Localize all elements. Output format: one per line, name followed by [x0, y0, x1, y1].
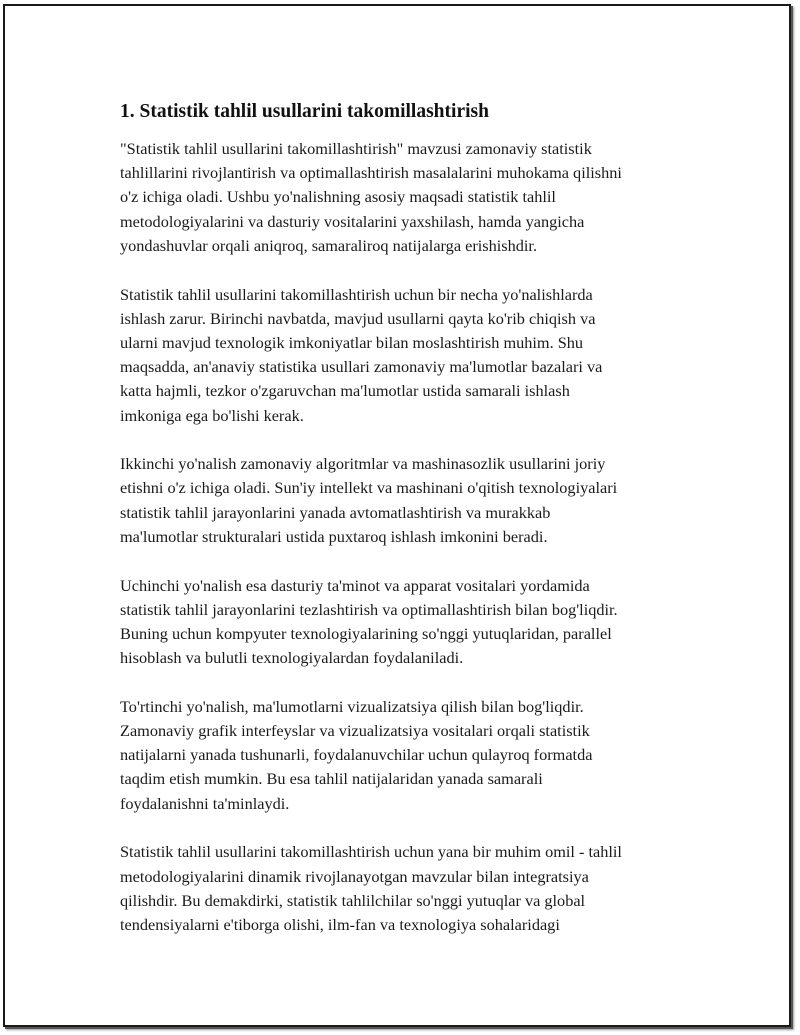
paragraph-6: Statistik tahlil usullarini takomillashtirish uchun yana bir muhim omil - tahlil metodologiyalarini dinamik rivojlanayotgan mavzular bilan integratsiya qilishdir. Bu demakdirki, statistik tahlilchilar so'nggi yutuqlar va global tendensiyalarni e'tiborga olishi, ilm-fan va texnologiya sohalaridagi — [120, 842, 622, 934]
paragraph-5: To'rtinchi yo'nalish, ma'lumotlarni vizualizatsiya qilish bilan bog'liqdir. Zamonaviy grafik interfeyslar va vizualizatsiya vositalari orqali statistik natijalarni yanada tushunarli, foydalanuvchilar uchun qulayroq formatda taqdim etish mumkin. Bu esa tahlil natijalaridan yanada samarali foydalanishni ta'minlaydi. — [120, 696, 593, 813]
paragraph-1: "Statistik tahlil usullarini takomillashtirish" mavzusi zamonaviy statistik tahlillarini rivojlantirish va optimallashtirish masalalarini muhokama qilishni o'z ichiga oladi. Ushbu yo'nalishning asosiy maqsadi statistik tahlil metodologiyalarini va dasturiy vositalarini yaxshilash, hamda yangicha yondashuvlar orqali aniqroq, samaraliroq natijalarga erishishdir. — [120, 139, 622, 255]
page-frame — [3, 4, 791, 1027]
paragraph-3: Ikkinchi yo'nalish zamonaviy algoritmlar va mashinasozlik usullarini joriy etishni o'z ichiga oladi. Sun'iy intellekt va mashinani o'qitish texnologiyalari statistik tahlil jarayonlarini yanada avtomatlashtirish va murakkab ma'lumotlar strukturalari ustida puxtaroq ishlash imkonini beradi. — [120, 454, 618, 546]
paragraph-4: Uchinchi yo'nalish esa dasturiy ta'minot va apparat vositalari yordamida statistik tahlil jarayonlarini tezlashtirish va optimallashtirish bilan bog'liqdir. Buning uchun kompyuter texnologiyalarining so'nggi yutuqlaridan, parallel hisoblash va bulutli texnologiyalardan foydalaniladi. — [120, 575, 618, 668]
section-heading: 1. Statistik tahlil usullarini takomillashtirish — [120, 101, 489, 122]
document-body — [120, 99, 695, 962]
paragraph-2: Statistik tahlil usullarini takomillashtirish uchun bir necha yo'nalishlarda ishlash zarur. Birinchi navbatda, mavjud usullarni qayta ko'rib chiqish va ularni mavjud texnologik imkoniyatlar bilan moslashtirish muhim. Shu maqsadda, an'anaviy statistika usullari zamonaviy ma'lumotlar bazalari va katta hajmli, tezkor o'zgaruvchan ma'lumotlar ustida samarali ishlash imkoniga ega bo'lishi kerak. — [120, 284, 603, 425]
